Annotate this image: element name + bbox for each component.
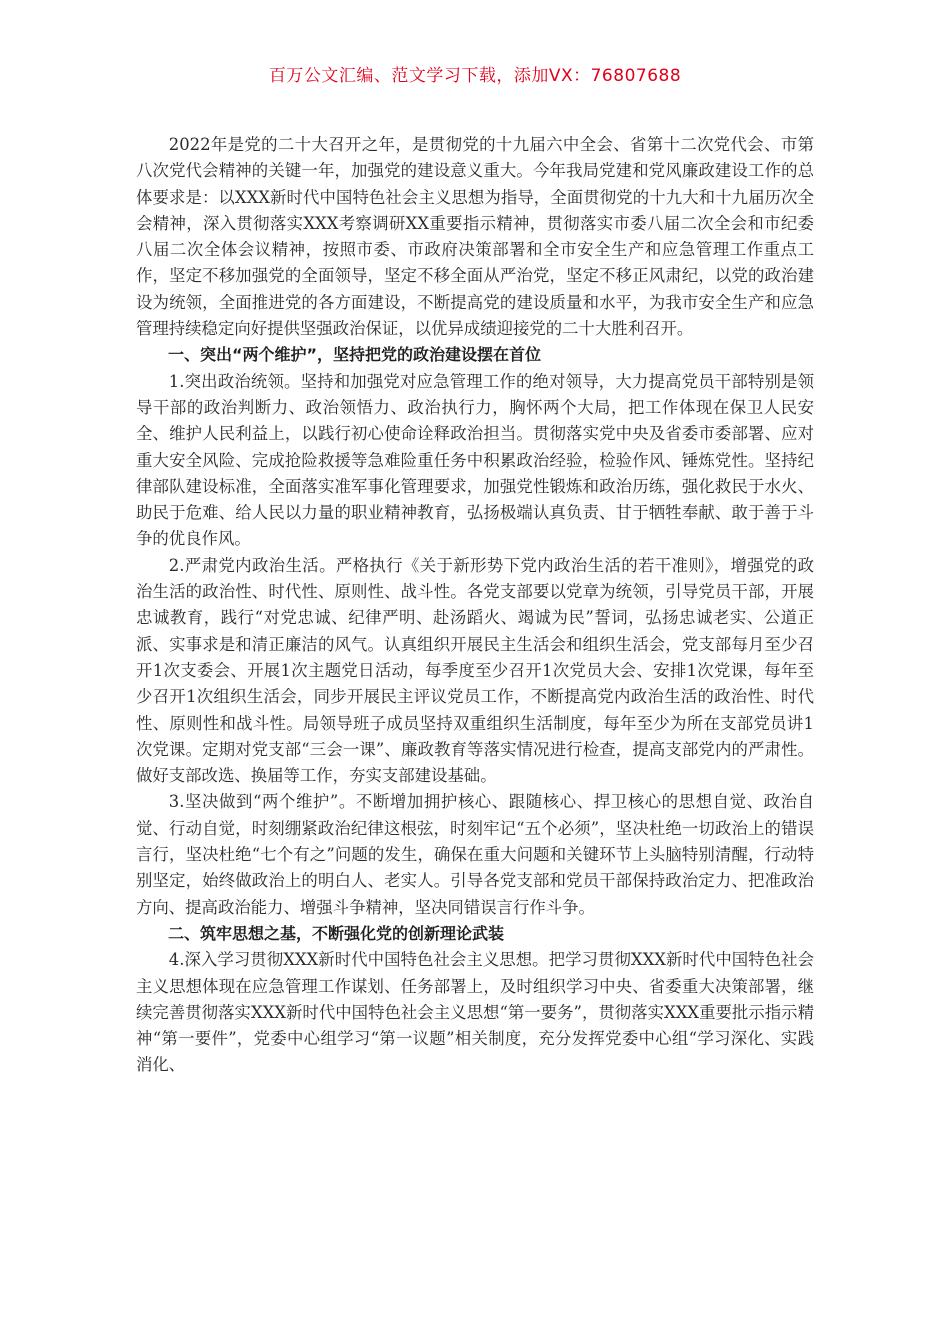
download-banner: 百万公文汇编、范文学习下载，添加VX：76807688: [268, 66, 682, 86]
document-body: [136, 132, 814, 1079]
paragraph-3: 3.坚决做到“两个维护”。不断增加拥护核心、跟随核心、捍卫核心的思想自觉、政治自觉、行动自觉，时刻绷紧政治纪律这根弦，时刻牢记“五个必须”，坚决杜绝一切政治上的错误言行，坚决杜绝“七个有之”问题的发生，确保在重大问题和关键环节上头脑特别清醒，行动特别坚定，始终做政治上的明白人、老实人。引导各党支部和党员干部保持政治定力、把准政治方向、提高政治能力、增强斗争精神，坚决同错误言行作斗争。: [136, 792, 814, 917]
paragraph-4: 4.深入学习贯彻XXX新时代中国特色社会主义思想。把学习贯彻XXX新时代中国特色社会主义思想体现在应急管理工作谋划、任务部署上，及时组织学习中央、省委重大决策部署，继续完善贯彻落实XXX新时代中国特色社会主义思想“第一要务”，贯彻落实XXX重要批示指示精神“第一要件”，党委中心组学习“第一议题”相关制度，充分发挥党委中心组“学习深化、实践消化、: [136, 950, 814, 1075]
paragraph-1: 1.突出政治统领。坚持和加强党对应急管理工作的绝对领导，大力提高党员干部特别是领导干部的政治判断力、政治领悟力、政治执行力，胸怀两个大局，把工作体现在保卫人民安全、维护人民利益上，以践行初心使命诠释政治担当。贯彻落实党中央及省委市委部署、应对重大安全风险、完成抢险救援等急难险重任务中积累政治经验，检验作风、锤炼党性。坚持纪律部队建设标准，全面落实准军事化管理要求，加强党性锻炼和政治历练，强化救民于水火、助民于危难、给人民以力量的职业精神教育，弘扬极端认真负责、甘于牺牲奉献、敢于善于斗争的优良作风。: [136, 371, 814, 549]
paragraph-2: 2.严肃党内政治生活。严格执行《关于新形势下党内政治生活的若干准则》，增强党的政治生活的政治性、时代性、原则性、战斗性。各党支部要以党章为统领，引导党员干部，开展忠诚教育，践行“对党忠诚、纪律严明、赴汤蹈火、竭诚为民”誓词，弘扬忠诚老实、公道正派、实事求是和清正廉洁的风气。认真组织开展民主生活会和组织生活会，党支部每月至少召开1次支委会、开展1次主题党日活动，每季度至少召开1次党员大会、安排1次党课，每年至少召开1次组织生活会，同步开展民主评议党员工作，不断提高党内政治生活的政治性、时代性、原则性和战斗性。局领导班子成员坚持双重组织生活制度，每年至少为所在支部党员讲1次党课。定期对党支部“三会一课”、廉政教育等落实情况进行检查，提高支部党内的严肃性。做好支部改选、换届等工作，夯实支部建设基础。: [136, 555, 814, 786]
section-heading-2: 二、筑牢思想之基，不断强化党的创新理论武装: [168, 923, 505, 943]
section-heading-1: 一、突出“两个维护”，坚持把党的政治建设摆在首位: [168, 345, 542, 365]
intro-paragraph: 2022年是党的二十大召开之年，是贯彻党的十九届六中全会、省第十二次党代会、市第八次党代会精神的关键一年，加强党的建设意义重大。今年我局党建和党风廉政建设工作的总体要求是：以XXX新时代中国特色社会主义思想为指导，全面贯彻党的十九大和十九届历次全会精神，深入贯彻落实XXX考察调研XX重要指示精神，贯彻落实市委八届二次全会和市纪委八届二次全体会议精神，按照市委、市政府决策部署和全市安全生产和应急管理工作重点工作，坚定不移加强党的全面领导，坚定不移全面从严治党，坚定不移正风肃纪，以党的政治建设为统领，全面推进党的各方面建设，不断提高党的建设质量和水平，为我市安全生产和应急管理持续稳定向好提供坚强政治保证，以优异成绩迎接党的二十大胜利召开。: [136, 135, 814, 339]
